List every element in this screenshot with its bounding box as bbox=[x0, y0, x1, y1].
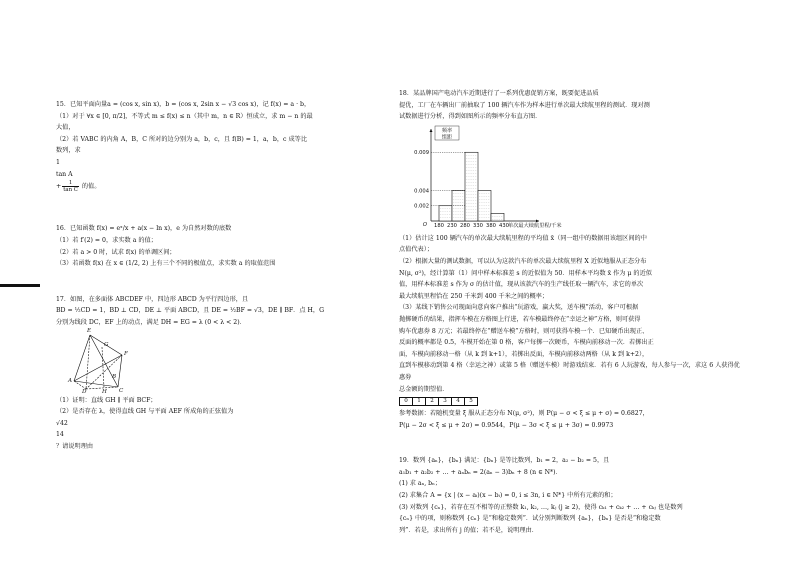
x-tick-label: 180 bbox=[434, 222, 444, 229]
histogram-svg bbox=[401, 125, 661, 233]
histogram-bar bbox=[439, 206, 452, 221]
q18-part3-g: 总金额的期望值． bbox=[399, 385, 449, 393]
q15-part1: （1）对于 ∀x ∈ [0, π/2]，不等式 m ≤ f(x) ≤ n（其中 m，n ∈ R）恒成立，求 m − n 的最 bbox=[56, 112, 313, 120]
x-tick-label: 230 bbox=[447, 222, 457, 229]
q15-stem: 15．已知平面向量a = (cos x, sin x)，b = (cos x, 2sin x − √3 cos x)，记 f(x) = a · b， bbox=[56, 101, 311, 108]
y-axis-title: 频率 bbox=[441, 127, 453, 134]
q18-part3: （3）某线下销售公司现面向意向客户推出“玩游戏，赢大奖，送车模”活动，客户可根据 bbox=[399, 304, 639, 312]
margin-bar bbox=[0, 284, 40, 287]
y-tick-label: 0.009 bbox=[414, 149, 429, 156]
q18-reference: 参考数据：若随机变量 ξ 服从正态分布 N(μ, σ²)，则 P(μ − σ < ξ ≤ μ + σ) = 0.6827， bbox=[399, 410, 649, 418]
grid-cell: 1 bbox=[413, 398, 426, 406]
q18-part2-d: 最大续航里程恰在 250 千米到 400 千米之间的概率； bbox=[399, 292, 549, 300]
histogram bbox=[401, 125, 661, 233]
x-tick-label: 430 bbox=[499, 222, 509, 229]
q15-part2-post: 的值。 bbox=[81, 183, 101, 191]
q15-part1-cont: 大值， bbox=[56, 124, 75, 132]
fig-label-c: C bbox=[119, 387, 124, 394]
polyhedron-figure bbox=[68, 327, 158, 395]
q17-stem: 17．如图，在多面体 ABCDEF 中，四边形 ABCD 为平行四边形，且 bbox=[56, 295, 249, 303]
q19-line2: a₁b₁ + a₂b₂ + … + aₙbₙ = 2(aₙ − 3)bₙ + 8 (n ∈ N*)． bbox=[399, 468, 562, 476]
origin-label: O bbox=[422, 221, 427, 228]
q18-part3-e: 面，车模向前移动一格（从 k 到 k+1），若掷出反面，车模向前移动两格（从 k 到 k+2）， bbox=[399, 350, 649, 358]
q17-part2-post: ？请说明理由 bbox=[56, 442, 94, 450]
q18-part3-f: 直到车模移动到第 4 格（幸运之神）或第 5 格（赠送车模）时游戏结束．若有 6 人玩游戏，每人参与一次，求这 6 人获得优惠券 bbox=[399, 362, 740, 381]
histogram-bar bbox=[465, 152, 478, 221]
fig-label-g: G bbox=[104, 341, 109, 348]
q18-stem: 18．某品牌国产电动汽车近期进行了一系列优惠促销方案，既要促进品质 bbox=[399, 90, 599, 97]
q17-line2: BD = ½CD = 1，BD ⊥ CD，DE ⊥ 平面 ABCD，且 DE = ½BF = √3，DE ∥ BF．点 H，G bbox=[56, 307, 325, 315]
fig-label-h: H bbox=[102, 388, 107, 395]
x-tick-label: 330 bbox=[473, 222, 483, 229]
x-tick-label: 280 bbox=[460, 222, 470, 229]
q18-reference-2: P(μ − 2σ < ξ ≤ μ + 2σ) = 0.9544，P(μ − 3σ < ξ ≤ μ + 3σ) = 0.9973 bbox=[399, 421, 614, 429]
q15-frac-c: $\frac{1}{\text{tan C}}$ bbox=[63, 180, 78, 194]
fig-label-d: D bbox=[82, 388, 87, 395]
progress-grid bbox=[399, 397, 478, 406]
q19-part3-b: {cₙ} 中的项，则称数列 {cₙ} 是“和稳定数列”．试分别判断数列 {aₙ}，{bₙ} 是否是“和稳定数 bbox=[399, 515, 661, 523]
q18-part2: （2）根据大量的测试数据，可以认为这款汽车的单次最大续航里程 X 近似地服从正态分布 bbox=[399, 257, 647, 265]
q18-part2-c: 值，用样本标准差 s 作为 σ 的估计值，现从该款汽车的生产线任取一辆汽车，求它的单次 bbox=[399, 281, 644, 289]
grid-cell: 4 bbox=[452, 398, 465, 406]
y-axis-arrow bbox=[430, 129, 433, 132]
y-tick-label: 0.004 bbox=[414, 188, 429, 195]
q17-part2-pre: （2）是否存在 λ，使得直线 GH 与平面 AEF 所成角的正弦值为 bbox=[56, 408, 234, 416]
q15-part2: （2）若 VABC 的内角 A，B，C 所对的边分别为 a，b，c，且 f(B) = 1，a，b，c 成等比 bbox=[56, 135, 308, 143]
q16-stem: 16．已知函数 f(x) = eˣ/x + a(x − ln x)，e 为自然对数的底数 bbox=[56, 225, 232, 233]
histogram-bar bbox=[478, 190, 491, 221]
q19-part3-c: 列”．若是，求出所有 j 的值；若不是，说明理由． bbox=[399, 526, 538, 534]
q18-part3-d: 反面的概率都是 0.5，车模开始在第 0 格，客户每掷一次硬币，车模向前移动一次．若掷出正 bbox=[399, 339, 654, 347]
y-axis-title-unit: 组距 bbox=[441, 134, 453, 141]
fig-label-f: F bbox=[124, 350, 128, 357]
grid-cell: 0 bbox=[400, 398, 413, 406]
fig-label-e: E bbox=[87, 327, 92, 334]
grid-cell: 2 bbox=[426, 398, 439, 406]
x-tick-label: 380 bbox=[486, 222, 496, 229]
q19-part1: (1) 求 aₙ, bₙ； bbox=[399, 480, 442, 488]
fig-label-b: B bbox=[112, 373, 117, 380]
q18-part1: （1）估计这 100 辆汽车的单次最大续航里程的平均值 x̄（同一组中的数据用该组区间的中 bbox=[399, 234, 647, 242]
grid-cell: 3 bbox=[439, 398, 452, 406]
y-tick-label: 0.002 bbox=[414, 203, 429, 210]
x-axis-title: 单次最大续航里程/千米 bbox=[508, 222, 562, 229]
q15-part2-cont bbox=[56, 145, 374, 157]
q18-part3-c: 购车优惠券 8 万元；若最终停在“赠送车模”方格时，则可获得车模一个．已知硬币出现正、 bbox=[399, 327, 649, 335]
q17-frac-num: √42 bbox=[56, 419, 68, 427]
fig-label-a: A bbox=[68, 377, 73, 384]
q18-part2-b: N(μ, σ²)，经计算第（1）问中样本标准差 s 的近似值为 50．用样本平均数 x̄ 作为 μ 的近似 bbox=[399, 269, 652, 277]
grid-cell: 5 bbox=[465, 398, 478, 406]
q17-part2 bbox=[56, 406, 374, 418]
q19-part2: (2) 求集合 A = {x | (x − aᵢ)(x − bᵢ) = 0, i ≤ 3n, i ∈ N*} 中所有元素的和； bbox=[399, 492, 617, 500]
q17-line3: 分别为线段 DC，EF 上的动点，满足 DH = EG = λ (0 < λ < 2)． bbox=[56, 318, 246, 326]
histogram-bar bbox=[491, 213, 504, 221]
polyhedron-drawing bbox=[68, 331, 158, 393]
left-column: 15．已知平面向量a = (cos x, sin x)，b = (cos x, 2sin x − √3 cos x)，记 f(x) = a · b， （1）对于 ∀x ∈ [0, π/2]，不等式 m ≤ f(x) ≤ n（其中 m，n ∈ R）恒成立，求 m − n 的最 大值， （2）若 VABC 的内角 A，B，C 所对的边分别为 a，b，c，且 f(B) = 1，a，b，c 成等比 数列，求 1 tan A + $\frac{1}{\text{tan C}}$ 的值。 16．已知函数 f(x) = eˣ/x + a(x − ln x)，e 为自然对数的底数 （1）若 f′(2) = 0，求实数 a 的值； （2）若 a > 0 时，试求 f(x) 的单调区间； （3）若函数 f(x) 在 x ∈ (1/2, 2) 上有三个不同的极值点，求实数 a 的取值范围 17．如图，在多面体 ABCDEF 中，四边形 ABCD 为平行四边形，且 BD = ½CD = 1，BD ⊥ CD，DE ⊥ 平面 ABCD，且 DE = ½BF = √3，DE ∥ BF．点 H，G 分别为线段 DC，EF 上的动点，满足 DH = EG = λ (0 < λ < 2)． E F G A B D H C （1）证明：直线 GH ∥ 平面 BCF； （2）是否存在 λ，使得直线 GH 与平面 AEF 所成角的正弦值为 √42 14 ？请说明理由 bbox=[56, 99, 374, 459]
right-column bbox=[399, 88, 744, 536]
q17-part1: （1）证明：直线 GH ∥ 平面 BCF； bbox=[56, 396, 157, 404]
q18-line3: 试数据进行分析，得到如图所示的频率分布直方图． bbox=[399, 113, 542, 121]
q16-part1: （1）若 f′(2) = 0，求实数 a 的值； bbox=[56, 236, 157, 244]
q15-part2-pre: 数列，求 bbox=[56, 147, 81, 155]
q17-frac-den: 14 bbox=[56, 431, 64, 439]
q19-part3: (3) 对数列 {cₙ}，若存在互不相等的正整数 k₁, k₂, …, kⱼ (j ≥ 2)，使得 cₖ₁ + cₖ₂ + … + cₖⱼ 也是数列 bbox=[399, 503, 683, 511]
q19-stem: 19．数列 {aₙ}，{bₙ} 满足：{bₙ} 是等比数列，b₁ = 2，a₂ − b₂ = 5，且 bbox=[399, 457, 610, 465]
q18-line2: 提优，工厂在车辆出厂前抽取了 100 辆汽车作为样本进行单次最大续航里程的测试．现对测 bbox=[399, 101, 650, 109]
q18-part3-b: 抛掷硬币的结果，指挥车模在方格图上行进，若车模最终停在“幸运之神”方格，则可获得 bbox=[399, 315, 641, 323]
q16-part2: （2）若 a > 0 时，试求 f(x) 的单调区间； bbox=[56, 248, 176, 256]
q18-part1-cont: 点值代表）； bbox=[399, 246, 434, 254]
q16-part3: （3）若函数 f(x) 在 x ∈ (1/2, 2) 上有三个不同的极值点，求实数 a 的取值范围 bbox=[56, 260, 276, 268]
